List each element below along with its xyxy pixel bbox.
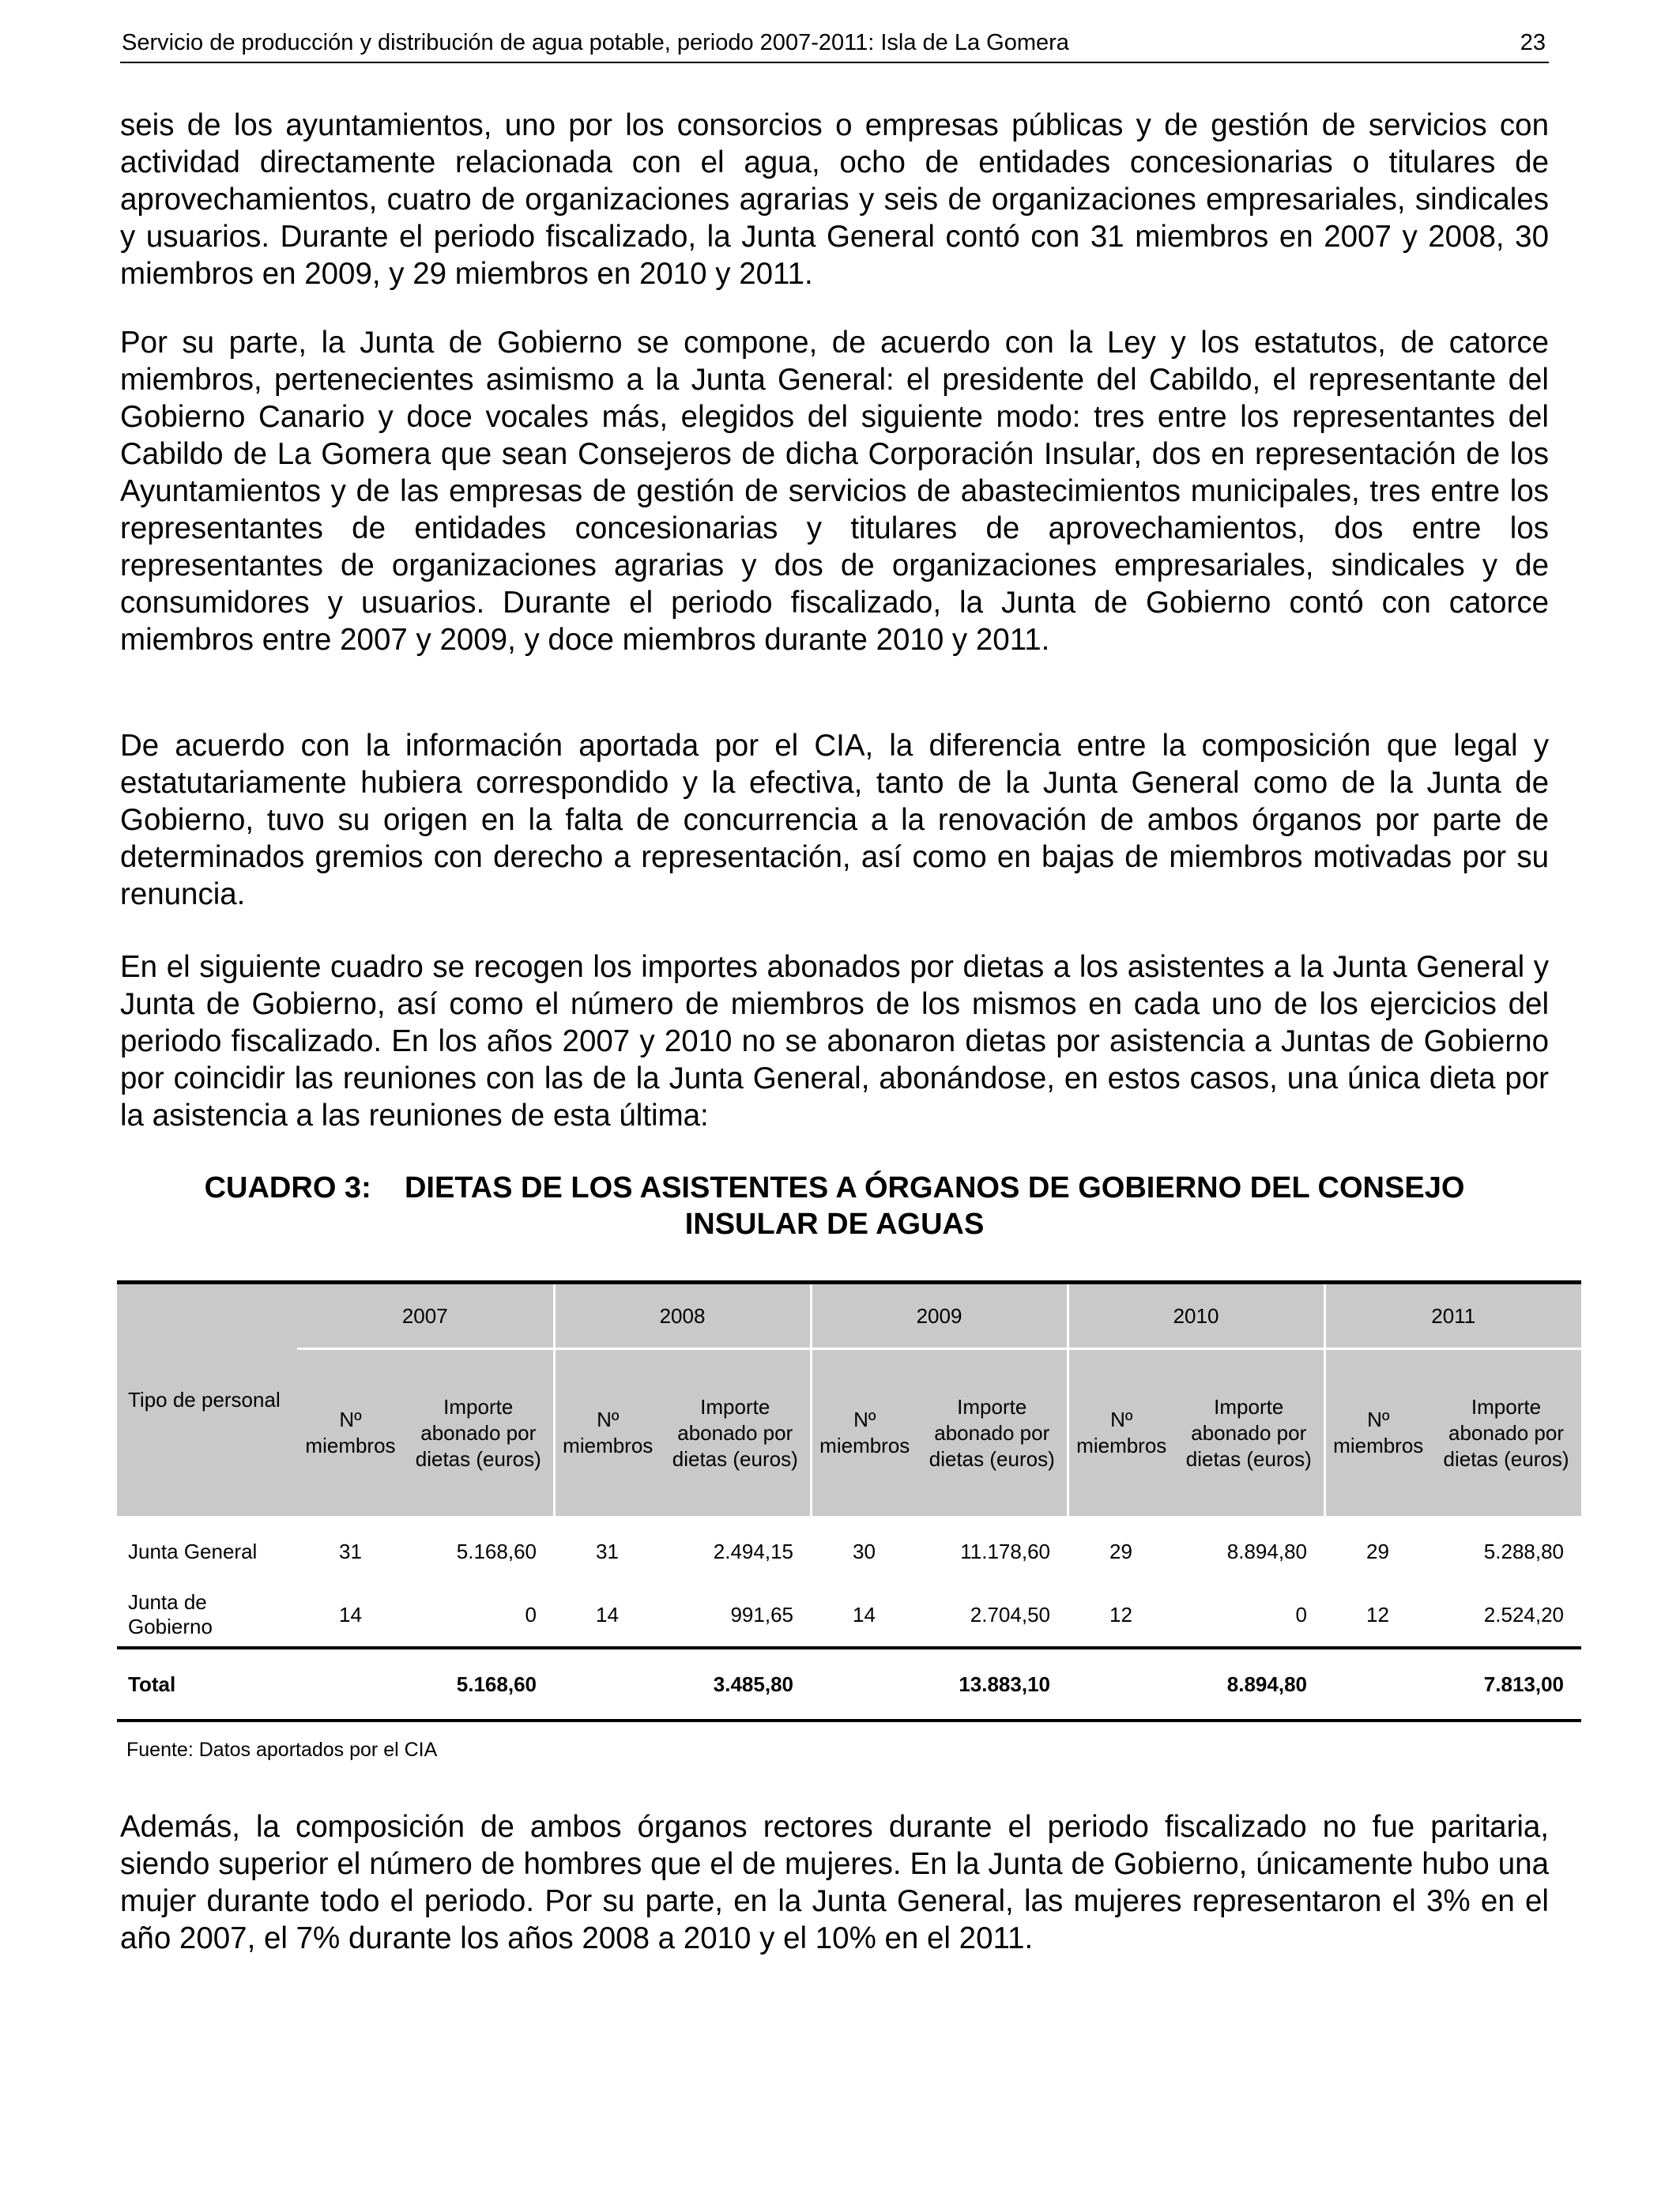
cell-miembros <box>554 1648 661 1721</box>
cell-importe: 11.178,60 <box>960 1539 1050 1563</box>
cell-miembros <box>1068 1648 1174 1721</box>
year-header: 2009 <box>811 1283 1068 1349</box>
cell-importe: 2.524,20 <box>1483 1602 1565 1627</box>
importe-header: Importe abonado por dietas (euros) <box>1174 1349 1324 1517</box>
importe-header: Importe abonado por dietas (euros) <box>917 1349 1068 1517</box>
cell-miembros: 14 <box>339 1602 362 1627</box>
table-row-junta-gobierno <box>117 1583 1581 1648</box>
cell-importe: 2.494,15 <box>713 1539 793 1563</box>
miembros-header: Nº miembros <box>1324 1349 1431 1517</box>
table-caption <box>120 1170 1549 1242</box>
cell-importe: 0 <box>525 1602 537 1627</box>
paragraph-5: Además, la composición de ambos órganos rectores durante el periodo fiscalizado no fue paritaria, siendo superior el número de hombres que el de mujeres. En la Junta de Gobierno, únicamente hubo una mujer durante todo el periodo. Por su parte, en la Junta General, las mujeres representaron el 3% en el año 2007, el 7% durante los años 2008 a 2010 y el 10% en el 2011. <box>120 1810 1549 1955</box>
dietas-table <box>117 1280 1581 1722</box>
cell-miembros: 29 <box>1366 1539 1389 1563</box>
cell-importe: 0 <box>1295 1602 1307 1627</box>
cell-miembros: 31 <box>339 1539 362 1563</box>
cell-importe: 2.704,50 <box>970 1602 1050 1627</box>
cell-importe: 8.894,80 <box>1174 1648 1324 1721</box>
miembros-header: Nº miembros <box>297 1349 404 1517</box>
paragraph-2: Por su parte, la Junta de Gobierno se compone, de acuerdo con la Ley y los estatutos, de catorce miembros, pertenecientes asimismo a la Junta General: el presidente del Cabildo, el representante del Gobierno Canario y doce vocales más, elegidos del siguiente modo: tres entre los representantes del Cabildo de La Gomera que sean Consejeros de dicha Corporación Insular, dos en representación de los Ayuntamientos y de las empresas de gestión de servicios de abastecimientos municipales, tres entre los representantes de entidades concesionarias y titulares de aprovechamientos, dos entre los representantes de organizaciones agrarias y dos de organizaciones empresariales, sindicales y de consumidores y usuarios. Durante el periodo fiscalizado, la Junta de Gobierno contó con catorce miembros entre 2007 y 2009, y doce miembros durante 2010 y 2011. <box>120 326 1549 657</box>
cell-miembros: 14 <box>596 1602 619 1627</box>
cell-miembros: 29 <box>1109 1539 1132 1563</box>
page-number: 23 <box>1520 30 1546 55</box>
header-title: Servicio de producción y distribución de agua potable, periodo 2007-2011: Isla de La Gomera <box>122 30 1069 55</box>
table-caption-line-2: INSULAR DE AGUAS <box>684 1208 985 1241</box>
cell-miembros <box>1324 1648 1431 1721</box>
year-header: 2010 <box>1068 1283 1324 1349</box>
page-header <box>120 25 1549 63</box>
row-label: Junta de Gobierno <box>128 1590 213 1638</box>
cell-importe: 13.883,10 <box>917 1648 1068 1721</box>
cell-importe: 7.813,00 <box>1431 1648 1581 1721</box>
year-header: 2011 <box>1324 1283 1581 1349</box>
importe-header: Importe abonado por dietas (euros) <box>404 1349 554 1517</box>
row-label: Total <box>117 1648 297 1721</box>
year-header: 2008 <box>554 1283 811 1349</box>
paragraph-3: De acuerdo con la información aportada por el CIA, la diferencia entre la composición que legal y estatutariamente hubiera correspondido y la efectiva, tanto de la Junta General como de la Junta de Gobierno, tuvo su origen en la falta de concurrencia a la renovación de ambos órganos por parte de determinados gremios con derecho a representación, así como en bajas de miembros motivadas por su renuncia. <box>120 729 1549 911</box>
cell-miembros: 12 <box>1109 1602 1132 1627</box>
paragraph-4: En el siguiente cuadro se recogen los importes abonados por dietas a los asistentes a la Junta General y Junta de Gobierno, así como el número de miembros de los mismos en cada uno de los ejercicios del periodo fiscalizado. En los años 2007 y 2010 no se abonaron dietas por asistencia a Juntas de Gobierno por coincidir las reuniones con las de la Junta General, abonándose, en estos casos, una única dieta por la asistencia a las reuniones de esta última: <box>120 950 1549 1133</box>
cell-importe: 5.168,60 <box>404 1648 554 1721</box>
miembros-header: Nº miembros <box>554 1349 661 1517</box>
table-row-total <box>117 1648 1581 1721</box>
importe-header: Importe abonado por dietas (euros) <box>661 1349 811 1517</box>
row-label: Junta General <box>128 1539 258 1563</box>
table-row-junta-general <box>117 1516 1581 1583</box>
cell-importe: 5.288,80 <box>1483 1539 1565 1563</box>
miembros-header: Nº miembros <box>1068 1349 1174 1517</box>
year-header: 2007 <box>297 1283 554 1349</box>
cell-miembros: 14 <box>853 1602 876 1627</box>
cell-miembros <box>297 1648 404 1721</box>
cell-importe: 5.168,60 <box>456 1539 537 1563</box>
importe-header: Importe abonado por dietas (euros) <box>1431 1349 1581 1517</box>
table-source: Fuente: Datos aportados por el CIA <box>126 1739 438 1761</box>
miembros-header: Nº miembros <box>811 1349 917 1517</box>
cell-miembros: 31 <box>596 1539 619 1563</box>
tipo-personal-header: Tipo de personal <box>117 1283 297 1517</box>
paragraph-1: seis de los ayuntamientos, uno por los consorcios o empresas públicas y de gestión de servicios con actividad directamente relacionada con el agua, ocho de entidades concesionarias o titulares de aprovechamientos, cuatro de organizaciones agrarias y seis de organizaciones empresariales, sindicales y usuarios. Durante el periodo fiscalizado, la Junta General contó con 31 miembros en 2007 y 2008, 30 miembros en 2009, y 29 miembros en 2010 y 2011. <box>120 108 1549 291</box>
cell-importe: 3.485,80 <box>661 1648 811 1721</box>
cell-miembros: 12 <box>1366 1602 1389 1627</box>
cell-miembros: 30 <box>853 1539 876 1563</box>
cell-importe: 991,65 <box>730 1602 793 1627</box>
cell-miembros <box>811 1648 917 1721</box>
table-caption-line-1: CUADRO 3: DIETAS DE LOS ASISTENTES A ÓRGANOS DE GOBIERNO DEL CONSEJO <box>204 1171 1465 1204</box>
cell-importe: 8.894,80 <box>1226 1539 1307 1563</box>
